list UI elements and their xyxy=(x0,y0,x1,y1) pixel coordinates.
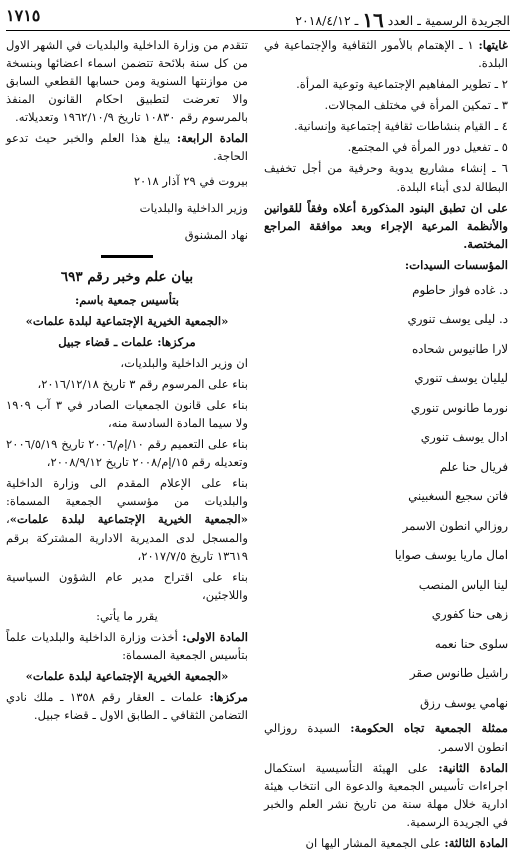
founder-item: راشيل طانوس صقر xyxy=(409,666,508,681)
founder-item: امال ماريا يوسف صوايا xyxy=(394,548,508,563)
founder-item: ادال يوسف تنوري xyxy=(420,430,508,445)
founder-item: لينا الياس المنصب xyxy=(418,577,508,592)
founder-item: زهى حنا كفوري xyxy=(431,607,508,622)
issue-date: ـ ٢٠١٨/٤/١٢ xyxy=(295,13,359,28)
section-separator xyxy=(6,251,248,261)
founders-list xyxy=(264,277,508,717)
founder-item: د. غاده فواز حاطوم xyxy=(412,282,508,297)
issue-number: ١٦ xyxy=(362,8,384,32)
article-1: المادة الاولى: أخذت وزارة الداخلية والبلديات علماً بتأسيس الجمعية المسماة: xyxy=(6,629,249,662)
goal-2: ٢ ـ تطوير المفاهيم الإجتماعية وتوعية المرأة. xyxy=(296,77,508,92)
article-3: المادة الثالثة: على الجمعية المشار اليها ان xyxy=(305,835,508,850)
left-column xyxy=(6,36,248,727)
founder-item: نورما طانوس تنوري xyxy=(410,400,508,415)
notice-title: بيان علم وخبر رقم ٦٩٣ xyxy=(60,268,194,285)
gov-representative: ممثلة الجمعية تجاه الحكومة: السيدة روزالي انطون الاسمر. xyxy=(264,721,508,754)
page-number: ١٧١٥ xyxy=(6,6,41,25)
founder-item: نهامي يوسف رزق xyxy=(420,695,508,710)
goals-label: غايتها: xyxy=(478,38,508,52)
founder-item: سلوى حنا نعمه xyxy=(434,636,508,651)
founder-item: فاتن سجيع السغبيني xyxy=(408,489,508,504)
founder-item: د. ليلى يوسف تنوري xyxy=(407,312,508,327)
preamble-item: ان وزير الداخلية والبلديات، xyxy=(120,355,248,370)
signature-date: بيروت في ٢٩ آذار ٢٠١٨ xyxy=(133,173,248,188)
proposal-clause: بناء على اقتراح مدير عام الشؤون السياسية واللاجئين، xyxy=(6,569,248,602)
headquarters-detail: مركزها: علمات ـ العقار رقم ١٣٥٨ ـ ملك نادي التضامن الثقافي ـ الطابق الاول ـ قضاء جبيل. xyxy=(6,690,248,723)
preamble-item: بناء على التعميم رقم ١٠/إم/٢٠٠٦ تاريخ ٢٠٠٦/٥/١٩ وتعديله رقم ١٥/إم/٢٠٠٨ تاريخ ٢٠٠٨/٩/١٢، xyxy=(6,437,248,470)
right-column xyxy=(264,36,508,855)
founder-item: لارا طانيوس شحاده xyxy=(411,341,508,356)
signature-name: نهاد المشنوق xyxy=(184,227,248,242)
journal-name: الجريدة الرسمية ـ العدد xyxy=(387,13,510,28)
association-name: «الجمعية الخيرية الإجتماعية لبلدة علمات» xyxy=(25,313,229,328)
founder-item: روزالي انطون الاسمر xyxy=(402,518,508,533)
information-clause: بناء على الإعلام المقدم الى وزارة الداخلية والبلديات من مؤسسي الجمعية المسماة: «الجمعية الخيرية الإجتماعية لبلدة علمات»، والمسجل لدى المديرية الادارية المشتركة برقم ١٣٦١٩ تاريخ ٢٠١٧/٧/٥، xyxy=(6,476,248,563)
founders-title: المؤسسات السيدات: xyxy=(404,257,508,272)
journal-title xyxy=(295,8,510,32)
preamble-item: بناء على المرسوم رقم ٣ تاريخ ٢٠١٦/١٢/١٨، xyxy=(37,376,248,391)
goal-1: غايتها: ١ ـ الإهتمام بالأمور الثقافية والإجتماعية في البلدة. xyxy=(264,38,508,71)
article-2: المادة الثانية: على الهيئة التأسيسية استكمال اجراءات تأسيس الجمعية والدعوة الى انتخاب هيئة ادارية خلال مهلة سنة من تاريخ نشر العلم والخبر في الجريدة الرسمية. xyxy=(264,760,508,829)
compliance-clause: على ان تطبق البنود المذكورة أعلاه وفقاً للقوانين والأنظمة المرعية الإجراء وبعد موافقة المراجع المختصة. xyxy=(264,200,508,251)
page-header xyxy=(6,6,510,32)
headquarters-line: مركزها: علمات ـ قضاء جبيل xyxy=(58,334,196,349)
goal-6: ٦ ـ إنشاء مشاريع يدوية وحرفية من أجل تخفيف البطالة لدى أبناء البلدة. xyxy=(264,161,508,194)
goal-5: ٥ ـ تفعيل دور المرأة في المجتمع. xyxy=(347,140,508,155)
founder-item: فريال حنا علم xyxy=(439,459,508,474)
header-rule xyxy=(6,30,510,31)
decides-line: يقرر ما يأتي: xyxy=(96,608,158,623)
goal-4: ٤ ـ القيام بنشاطات ثقافية إجتماعية وإنسانية. xyxy=(293,119,508,134)
founder-item: ليليان يوسف تنوري xyxy=(414,371,508,386)
article-4: المادة الرابعة: يبلغ هذا العلم والخبر حيث تدعو الحاجة. xyxy=(6,131,248,164)
continuation-text: تتقدم من وزارة الداخلية والبلديات في الشهر الاول من كل سنة بلائحة تتضمن اسماء اعضائها وبنسخة من موازنتها السنوية ومن حسابها القطعي السابق والا تعرضت لتطبيق احكام القانون المنفذ بالمرسوم رقم ١٠٨٣٠ تاريخ ١٩٦٢/١٠/٩ وتعديلاته. xyxy=(6,38,248,125)
signature-title: وزير الداخلية والبلديات xyxy=(139,200,248,215)
notice-subtitle: بتأسيس جمعية باسم: xyxy=(75,292,179,307)
preamble-item: بناء على قانون الجمعيات الصادر في ٣ آب ١٩٠٩ ولا سيما المادة السادسة منه، xyxy=(6,397,248,431)
goal-3: ٣ ـ تمكين المرأة في مختلف المجالات. xyxy=(324,98,508,113)
association-name-repeat: «الجمعية الخيرية الإجتماعية لبلدة علمات» xyxy=(25,669,229,684)
